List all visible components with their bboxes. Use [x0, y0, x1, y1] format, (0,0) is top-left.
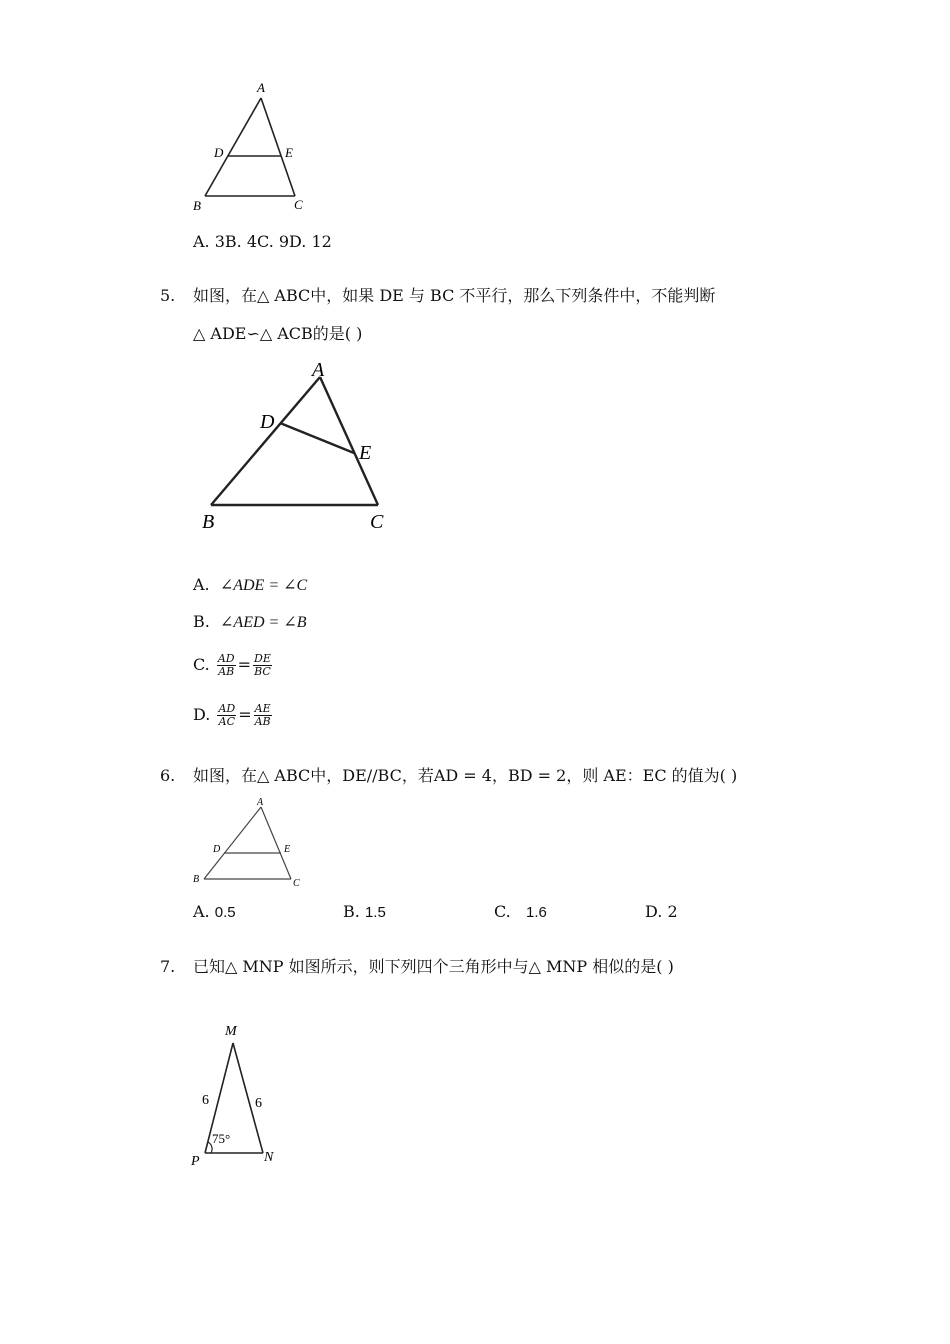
- q5-option-b: [193, 612, 307, 633]
- q6-label-b: B: [193, 874, 200, 885]
- q5-stem-line2: △ ADE∽△ ACB的是( ): [193, 324, 363, 343]
- q6-stem: 如图，在△ ABC中，DE//BC，若AD = 4，BD = 2，则 AE：EC 的值为( ): [193, 766, 738, 785]
- q7-number: 7.: [160, 957, 176, 976]
- q4-options: A. 3B. 4C. 9D. 12: [193, 232, 332, 251]
- q7-angle: 75°: [212, 1131, 231, 1146]
- q5-option-b-text: ∠AED = ∠B: [220, 614, 307, 631]
- q5-option-d-frac2: $\frac{AE}{AB}$: [254, 702, 271, 728]
- q7-figure: [185, 1015, 295, 1175]
- q4-label-e: E: [285, 145, 293, 160]
- q6-option-d: [645, 902, 678, 922]
- q7-label-n: N: [264, 1150, 274, 1165]
- q5-option-b-letter: B.: [193, 612, 210, 631]
- q5-label-c: C: [370, 511, 384, 533]
- q4-label-c: C: [294, 197, 303, 212]
- q6-option-c-value: 1.6: [526, 904, 547, 921]
- q4-figure: [185, 78, 315, 218]
- q5-option-a-letter: A.: [193, 575, 210, 594]
- q5-option-a-text: ∠ADE = ∠C: [219, 577, 308, 594]
- q6-label-a: A: [257, 797, 264, 808]
- q5-option-d: [193, 700, 274, 730]
- q6-option-a: [193, 902, 236, 923]
- q5-option-c: [193, 650, 274, 680]
- q6-number: 6.: [160, 766, 176, 785]
- q6-figure: [188, 795, 308, 890]
- q5-option-c-frac2: $\frac{DE}{BC}$: [254, 652, 271, 678]
- q7-label-m: M: [225, 1024, 237, 1039]
- q7-label-p: P: [191, 1154, 200, 1169]
- q6-label-e: E: [284, 844, 291, 855]
- q5-option-d-frac1: $\frac{AD}{AC}$: [218, 702, 236, 728]
- q7-side-mp: 6: [202, 1093, 209, 1108]
- q6-option-a-value: 0.5: [214, 904, 236, 921]
- q6-option-b-value: 1.5: [364, 904, 386, 921]
- q7-side-mn: 6: [255, 1096, 262, 1111]
- q6-option-c: [494, 902, 547, 923]
- q5-option-a: [193, 575, 307, 596]
- q6-option-d-value: 2: [667, 902, 678, 921]
- q7-stem: 已知△ MNP 如图所示，则下列四个三角形中与△ MNP 相似的是( ): [193, 957, 674, 976]
- q6-label-d: D: [213, 844, 221, 855]
- q4-label-b: B: [193, 198, 201, 213]
- q5-label-e: E: [359, 442, 372, 464]
- q5-option-c-eq: =: [237, 655, 252, 674]
- q5-option-d-letter: D.: [193, 705, 211, 724]
- q5-option-c-letter: C.: [193, 655, 210, 674]
- q6-option-d-letter: D.: [645, 902, 663, 921]
- q4-label-d: D: [214, 145, 224, 160]
- q6-option-b-letter: B.: [343, 902, 360, 921]
- q5-option-d-eq: =: [238, 705, 252, 724]
- q6-option-c-letter: C.: [494, 902, 511, 921]
- q5-label-b: B: [202, 511, 215, 533]
- q4-label-a: A: [257, 80, 265, 95]
- q5-number: 5.: [160, 286, 176, 305]
- q6-label-c: C: [293, 878, 300, 889]
- q6-option-a-letter: A.: [193, 902, 210, 921]
- q5-option-c-frac1: $\frac{AD}{AB}$: [217, 652, 235, 678]
- q5-figure: [198, 355, 398, 535]
- q5-label-d: D: [260, 411, 275, 433]
- q5-stem-line1: 如图，在△ ABC中，如果 DE 与 BC 不平行，那么下列条件中，不能判断: [193, 286, 716, 305]
- q5-label-a: A: [312, 359, 325, 381]
- q6-option-b: [343, 902, 386, 923]
